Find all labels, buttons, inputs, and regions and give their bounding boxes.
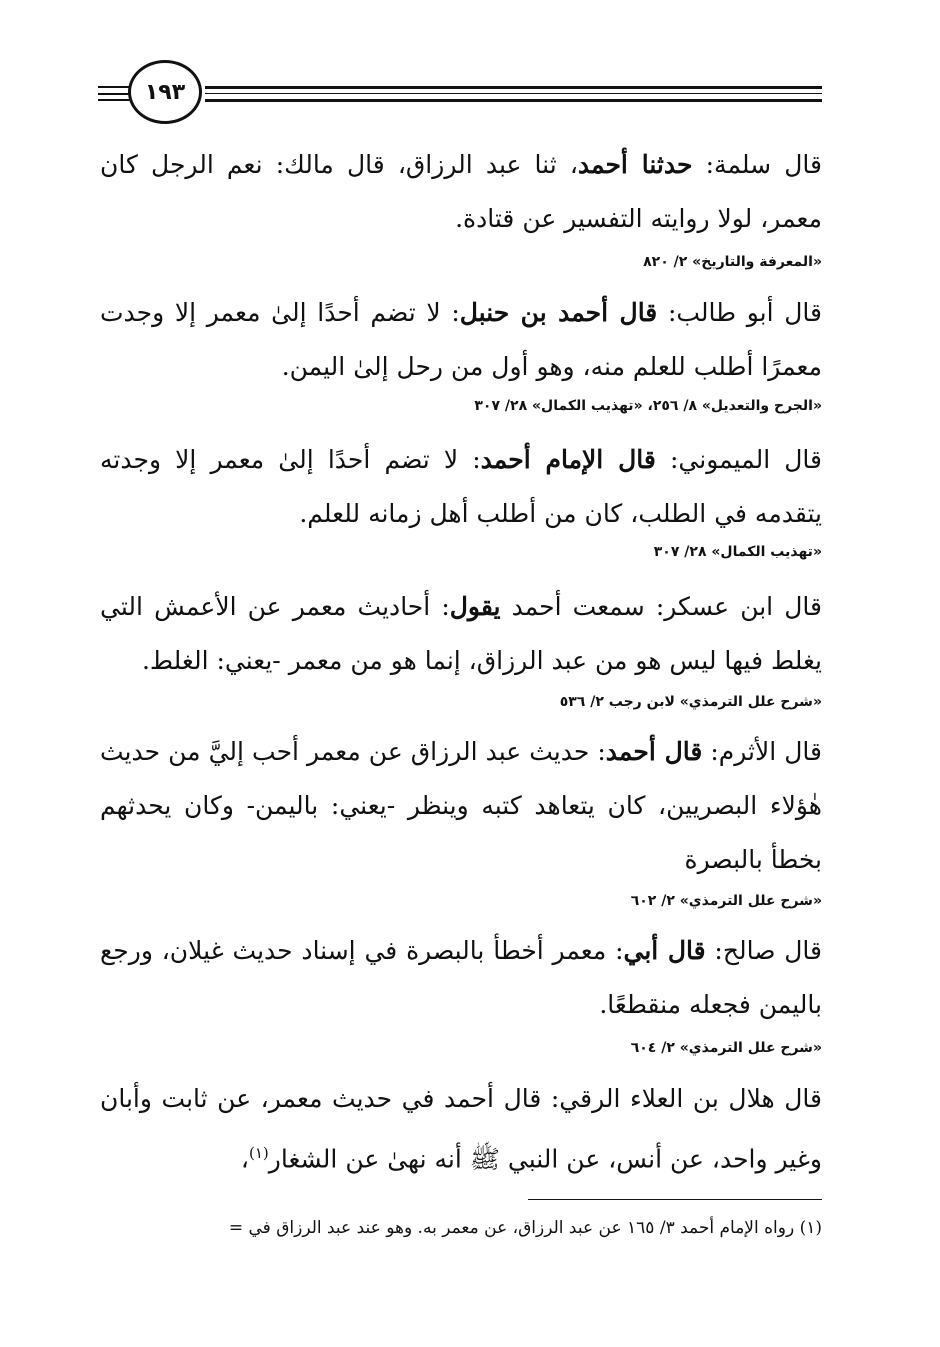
header-rule xyxy=(205,93,822,94)
header-rule xyxy=(205,86,822,89)
quote-text: قال الأثرم: xyxy=(702,737,822,766)
quote-text: : أحاديث معمر عن الأعمش التي يغلط فيها ليس هو من عبد الرزاق، إنما هو من معمر -يعني: الغلط. xyxy=(100,592,822,675)
quote-text: : لا تضم أحدًا إلىٰ معمر إلا وجدته يتقدمه في الطلب، كان من أطلب أهل زمانه للعلم. xyxy=(100,445,822,528)
quote-text: قال سلمة: xyxy=(692,150,822,179)
header-rule xyxy=(205,99,822,102)
quote-paragraph xyxy=(100,433,822,541)
quote-text: ، ثنا عبد الرزاق، قال مالك: نعم الرجل كان معمر، لولا روايته التفسير عن قتادة. xyxy=(100,150,822,233)
quote-paragraph xyxy=(100,924,822,1032)
quote-text: قال الميموني: xyxy=(655,445,823,474)
header-rule xyxy=(98,86,130,88)
source-citation: «شرح علل الترمذي» ٢/ ٦٠٢ xyxy=(630,893,822,909)
footnote-text: (١) رواه الإمام أحمد ٣/ ١٦٥ عن عبد الرزاق، عن معمر به. وهو عند عبد الرزاق في = xyxy=(228,1218,822,1238)
source-citation: «الجرح والتعديل» ٨/ ٢٥٦، «تهذيب الكمال» ٢٨/ ٣٠٧ xyxy=(474,398,822,414)
quote-text: قال ابن عسكر: سمعت أحمد xyxy=(500,592,822,621)
source-citation: «تهذيب الكمال» ٢٨/ ٣٠٧ xyxy=(653,544,822,560)
quote-paragraph xyxy=(100,1072,822,1186)
page-number-badge xyxy=(128,60,202,124)
footnote-ref[interactable]: (١) xyxy=(248,1144,269,1162)
quote-bold-text: قال أحمد بن حنبل xyxy=(459,298,658,327)
source-citation: «شرح علل الترمذي» لابن رجب ٢/ ٥٣٦ xyxy=(559,694,822,710)
quote-paragraph xyxy=(100,725,822,887)
quote-text: قال أبو طالب: xyxy=(657,298,822,327)
page-number: ١٩٣ xyxy=(144,79,186,105)
quote-text: : حديث عبد الرزاق عن معمر أحب إليَّ من حديث هٰؤلاء البصريين، كان يتعاهد كتبه وينظر -يعني: باليمن- وكان يحدثهم بخطأ بالبصرة xyxy=(100,737,822,874)
quote-bold-text: قال الإمام أحمد xyxy=(480,445,656,474)
quote-bold-text: يقول xyxy=(449,592,501,621)
quote-text: : لا تضم أحدًا إلىٰ معمر إلا وجدت معمرًا أطلب للعلم منه، وهو أول من رحل إلىٰ اليمن. xyxy=(100,298,822,381)
quote-text: قال صالح: xyxy=(705,936,822,965)
quote-text: ، xyxy=(240,1144,249,1174)
quote-paragraph xyxy=(100,286,822,394)
quote-paragraph xyxy=(100,138,822,246)
source-citation: «المعرفة والتاريخ» ٢/ ٨٢٠ xyxy=(643,254,822,270)
quote-paragraph xyxy=(100,580,822,688)
quote-bold-text: قال أبي xyxy=(623,936,706,965)
quote-text: قال هلال بن العلاء الرقي: قال أحمد في حديث معمر، عن ثابت وأبان وغير واحد، عن أنس، عن النبي ﷺ أنه نهىٰ عن الشغار xyxy=(100,1084,822,1174)
quote-bold-text: قال أحمد xyxy=(605,737,703,766)
header-rule xyxy=(98,99,130,101)
footnote-divider xyxy=(528,1199,822,1200)
source-citation: «شرح علل الترمذي» ٢/ ٦٠٤ xyxy=(630,1040,822,1056)
quote-bold-text: حدثنا أحمد xyxy=(577,150,693,179)
header-rule xyxy=(98,93,130,95)
quote-text: : معمر أخطأ بالبصرة في إسناد حديث غيلان، ورجع باليمن فجعله منقطعًا. xyxy=(100,936,822,1019)
